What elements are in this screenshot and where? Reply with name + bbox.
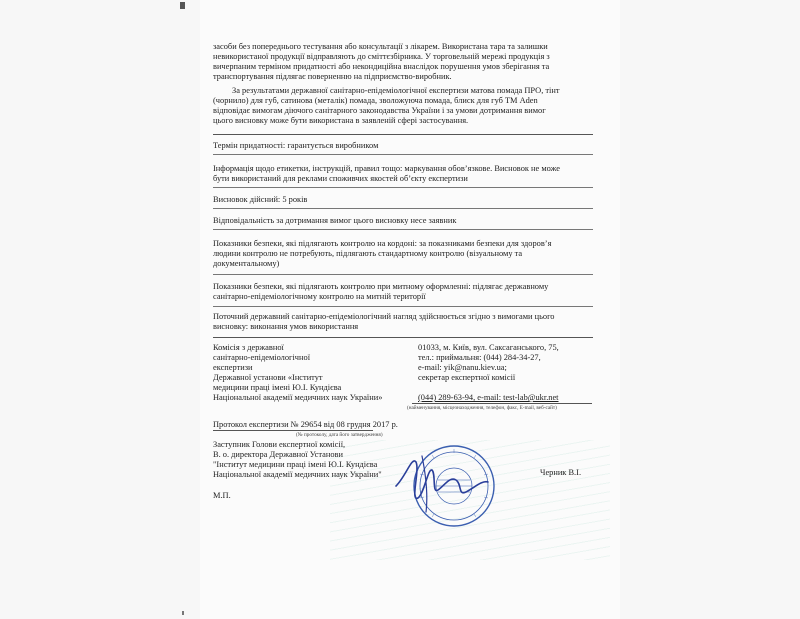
conclusion-line: (чорнило) для губ, сатинова (металік) помада, зволожуюча помада, блиск для губ ТМ Aden — [213, 96, 538, 105]
commission-phone: тел.: приймальня: (044) 284-34-27, — [418, 353, 541, 362]
separator — [213, 337, 593, 338]
separator — [412, 403, 592, 404]
separator — [213, 306, 593, 307]
protocol-number: Протокол експертизи № 29654 від 08 грудня 2017 р. — [213, 420, 398, 429]
separator — [213, 154, 593, 155]
border-control: Показники безпеки, які підлягають контролю на кордоні: за показниками безпеки для здоров’я — [213, 239, 552, 248]
handwritten-signature — [392, 446, 492, 516]
commission-email: e-mail: yik@nanu.kiev.ua; — [418, 363, 507, 372]
shelf-life: Термін придатності: гарантується виробником — [213, 141, 379, 150]
separator — [213, 274, 593, 275]
conclusion-line: відповідає вимогам діючого санітарного законодавства України і за умови дотримання вимог — [213, 106, 546, 115]
signatory-title: Національної академії медичних наук України" — [213, 470, 382, 479]
supervision: Поточний державний санітарно-епідеміологічний нагляд здійснюється згідно з вимогами цього — [213, 312, 555, 321]
conclusion-line: цього висновку може бути використана в заявленій сфері застосування. — [213, 116, 469, 125]
intro-line: засоби без попереднього тестування або консультації з лікарем. Використана тара та залишки — [213, 42, 548, 51]
commission-name: Національної академії медичних наук України» — [213, 393, 383, 402]
commission-name: медицини праці імені Ю.І. Кундієва — [213, 383, 342, 392]
address-caption: (найменування, місцезнаходження, телефон, факс, E-mail, веб-сайт) — [407, 405, 557, 411]
seal-placeholder: М.П. — [213, 491, 231, 500]
intro-line: транспортування підлягає поверненню на підприємство-виробник. — [213, 72, 452, 81]
commission-name: Комісія з державної — [213, 343, 284, 352]
commission-name: експертизи — [213, 363, 253, 372]
customs-control: санітарно-епідеміологічному контролю на митній території — [213, 292, 426, 301]
conclusion-line: За результатами державної санітарно-епідеміологічної експертизи матова помада ПРО, тінт — [232, 86, 560, 95]
labeling-info: бути використаний для реклами споживчих якостей об’єкту експертизи — [213, 174, 468, 183]
supervision: висновку: виконання умов використання — [213, 322, 359, 331]
border-control: документальному) — [213, 259, 280, 268]
customs-control: Показники безпеки, які підлягають контролю при митному оформленні: підлягає державному — [213, 282, 549, 291]
labeling-info: Інформація щодо етикетки, інструкцій, правил тощо: маркування обов’язкове. Висновок не може — [213, 164, 561, 173]
validity: Висновок дійсний: 5 років — [213, 195, 308, 204]
signatory-name: Черник В.І. — [540, 468, 582, 477]
intro-line: невикористаної продукції відправляють до сміттєзбірника. У торговельній мережі продукція з — [213, 52, 550, 61]
border-control: людини контролю не потребують, підлягають стандартному контролю (візуальному та — [213, 249, 523, 258]
separator — [213, 187, 593, 188]
protocol-caption: (№ протоколу, дата його затвердження) — [296, 432, 383, 438]
responsibility: Відповідальність за дотримання вимог цього висновку несе заявник — [213, 216, 457, 225]
signatory-title: В. о. директора Державної Установи — [213, 450, 343, 459]
scan-mark-bottom — [182, 611, 184, 615]
separator — [213, 229, 593, 230]
commission-address: 01033, м. Київ, вул. Саксаганського, 75, — [418, 343, 559, 352]
commission-name: санітарно-епідеміологічної — [213, 353, 311, 362]
commission-secretary: секретар експертної комісії — [418, 373, 516, 382]
signatory-title: "Інститут медицини праці імені Ю.І. Кундієва — [213, 460, 378, 469]
separator — [213, 430, 373, 431]
separator — [213, 208, 593, 209]
scan-mark — [180, 2, 185, 9]
separator — [213, 134, 593, 135]
commission-name: Державної установи «Інститут — [213, 373, 323, 382]
intro-line: вичерпаним терміном придатності або некондиційна внаслідок порушення умов зберігання та — [213, 62, 550, 71]
signatory-title: Заступник Голови експертної комісії, — [213, 440, 346, 449]
secretary-contact: (044) 289-63-94, e-mail: test-lab@ukr.net — [418, 393, 559, 402]
